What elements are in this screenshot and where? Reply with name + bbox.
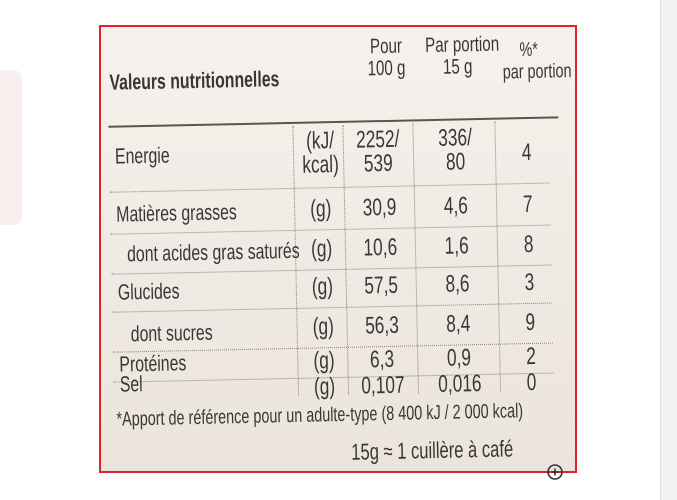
row-value-portion: 0,9: [447, 344, 472, 372]
row-unit: (g): [311, 273, 334, 301]
row-name: dont acides gras saturés: [126, 237, 300, 267]
header-per-portion: Par portion 15 g: [424, 32, 500, 79]
row-name: dont sucres: [130, 319, 213, 347]
row-name: Energie: [114, 142, 170, 169]
zoom-icon[interactable]: [546, 463, 564, 481]
row-unit: (kJ/ kcal): [302, 127, 340, 179]
row-value-100g: 56,3: [364, 311, 399, 340]
row-percent: 4: [521, 138, 533, 167]
row-value-portion: 336/ 80: [437, 124, 472, 176]
row-unit: (g): [311, 235, 333, 263]
row-percent: 9: [525, 308, 536, 337]
label-title: Valeurs nutritionnelles: [109, 66, 280, 95]
row-value-100g: 57,5: [363, 271, 398, 300]
row-unit: (g): [313, 347, 336, 375]
row-name: Glucides: [117, 278, 180, 305]
row-value-100g: 10,6: [362, 233, 398, 262]
row-percent: 8: [523, 230, 535, 259]
row-unit: (g): [310, 195, 332, 223]
row-name: Protéines: [119, 350, 187, 377]
row-value-portion: 8,4: [446, 310, 471, 338]
row-unit: (g): [312, 313, 335, 341]
row-value-100g: 30,9: [362, 193, 397, 222]
row-value-100g: 6,3: [370, 345, 395, 374]
row-name: Matières grasses: [115, 199, 238, 227]
row-value-portion: 0,016: [437, 370, 482, 398]
row-value-portion: 1,6: [444, 232, 470, 260]
serving-note: 15g ≈ 1 cuillère à café: [350, 435, 514, 465]
selected-image-frame[interactable]: [99, 25, 577, 473]
side-panel-stub: [0, 70, 22, 225]
table-row: [108, 120, 559, 191]
nutrition-label: [100, 25, 575, 473]
row-name: Sel: [119, 371, 143, 397]
row-unit: (g): [314, 373, 336, 401]
header-percent: %* par portion: [502, 38, 572, 84]
scrollbar-track[interactable]: [660, 0, 677, 500]
row-percent: 3: [524, 268, 535, 297]
reference-footnote: *Apport de référence pour un adulte-type (8 400 kJ / 2 000 kcal): [116, 400, 524, 431]
row-value-portion: 8,6: [445, 270, 471, 298]
row-percent: 7: [523, 190, 534, 219]
row-value-100g: 0,107: [360, 371, 405, 400]
row-value-portion: 4,6: [443, 192, 469, 220]
row-percent: 0: [526, 368, 537, 397]
header-per-100g: Pour 100 g: [367, 34, 406, 81]
row-value-100g: 2252/ 539: [355, 125, 400, 178]
row-percent: 2: [526, 342, 537, 371]
